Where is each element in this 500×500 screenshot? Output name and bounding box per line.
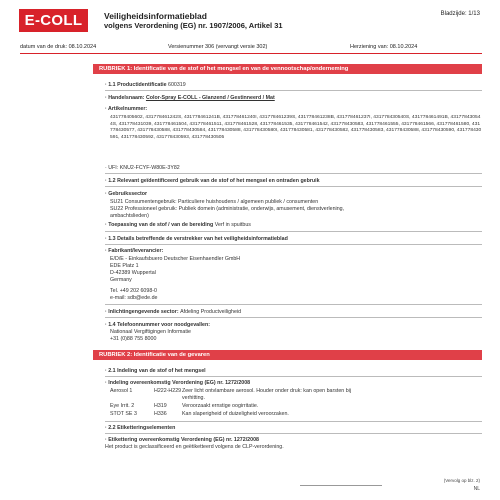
su22-line: SU22 Professioneel gebruik: Publiek domein (administratie, onderwijs, amusement, dienstverlening,: [110, 206, 345, 212]
emergency-line: Nationaal Vergiftigingen Informatie: [110, 329, 191, 335]
supplier-line: D-42389 Wuppertal: [110, 270, 156, 276]
header-divider: [20, 53, 482, 54]
info-sector: · Inlichtingengevende sector: Afdeling Productveiligheid: [105, 309, 242, 315]
labelling-text: Het product is geclassificeerd en geëtiketteerd volgens de CLP-verordening.: [105, 444, 284, 450]
document-title: Veiligheidsinformatieblad: [104, 11, 207, 21]
footer-divider: [300, 485, 382, 486]
su21-line: SU21 Consumentengebruik: Particuliere huishoudens / algemeen publiek / consumenten: [110, 199, 319, 205]
document-subtitle: volgens Verordening (EG) nr. 1907/2006, Artikel 31: [104, 21, 283, 30]
sector-label: · Gebruikssector: [105, 191, 148, 197]
sds-page: E-COLL Veiligheidsinformatieblad volgens Verordening (EG) nr. 1907/2006, Artikel 31 Bladzijde: 1/13 datum van de druk: 08.10.2024 Versienummer 306 (vervangt versie 302) Herziening van: 08.10.2024 RUBRIEK 1: Identificatie van de stof of het mengsel en van de vennootschap/onderneming · 1.1 Productidentificatie 600319 · Handelsnaam: Color-Spray E-COLL - Glanzend / Gestinneerd / Mat · Artikelnummer: 431778405602, 431778461242S, 431778461241B, 431778461240I, 431778461239S, 431778461238B, 431778461237I, 431778430540S, 431778461491B, 431778430544S, 431778431039, 431778461504, 431778461511, 431778461528, 431778461535, 431778461542, 431778430583, 431778461555, 431778461566, 431778461580, 431778430577, 431778430588, 431778430584, 431778430588, 431778430580I, 431778430581, 431778430582, 431778430583, 431778430588, 431778430590, 431778430591, 431778430592, 431778430593, 431778430505 · UFI: KNU2-FCYF-W80E-3Y82 · 1.2 Relevant geïdentificeerd gebruik van de stof of het mengsel en ontraden gebruik · Gebruikssector SU21 Consumentengebruik: Particuliere huishoudens / algemeen publiek / consumenten SU22 Professioneel gebruik: Publiek domein (administratie, onderwijs, amusement, dienstverlening, ambachtslieden) · Toepassing van de stof / van de bereiding Verf in spuitbus · 1.3 Details betreffende de verstrekker van het veiligheidsinformatieblad · Fabrikant/leverancier: E/D/E - Einkaufsbuero Deutscher Eisenhaendler GmbH EDE Platz 1 D-42389 Wuppertal Germany Tel. +49 202 6098-0 e-mail: sdb@ede.de · Inlichtingengevende sector: Afdeling Productveiligheid · 1.4 Telefoonnummer voor noodgevallen: Nationaal Vergiftigingen Informatie +31 (0)88 755 8000 RUBRIEK 2: Identificatie van de gevaren · 2.1 Indeling van de stof of het mengsel · Indeling overeenkomstig Verordening (EG) nr. 1272/2008 Aerosol 1 H222-H229 Zeer licht ontvlambare aerosol. Houder onder druk: kan open barsten bij verhitting. Eye Irrit. 2 H319 Veroorzaakt ernstige oogirritatie. STOT SE 3 H336 Kan slaperigheid of duizeligheid veroorzaken. · 2.2 Etiketteringselementen · Etikettering overeenkomstig Verordening (EG) nr. 1272/2008 Het product is geclassificeerd en geëtiketteerd volgens de CLP-verordening. (Vervolg op blz. 2) NL: [20, 11, 482, 492]
s21-heading: · 2.1 Indeling van de stof of het mengsel: [105, 368, 206, 374]
divider: [105, 304, 482, 305]
divider: [105, 317, 482, 318]
emergency-line: +31 (0)88 755 8000: [110, 336, 157, 342]
supplier-line: E/D/E - Einkaufsbuero Deutscher Eisenhaendler GmbH: [110, 256, 241, 262]
divider: [105, 231, 482, 232]
supplier-label: · Fabrikant/leverancier:: [105, 248, 164, 254]
trade-name: · Handelsnaam: Color-Spray E-COLL - Glanzend / Gestinneerd / Mat: [105, 95, 275, 101]
divider: [105, 90, 482, 91]
company-logo: E-COLL: [19, 9, 88, 32]
s13-heading: · 1.3 Details betreffende de verstrekker van het veiligheidsinformatieblad: [105, 236, 288, 242]
article-codes: 431778405602, 431778461242S, 431778461241B, 431778461240I, 431778461239S, 431778461238B, 431778461237I, 431778430540S, 431778461491B, 431778430544S, 431778431039, 431778461504, 431778461511, 431778461528, 431778461535, 431778461542, 431778430583, 431778461555, 431778461566, 431778461580, 431778430577, 431778430588, 431778430584, 431778430588, 431778430580I, 431778430581, 431778430582, 431778430583, 431778430588, 431778430590, 431778430591, 431778430592, 431778430593, 431778430505: [110, 115, 482, 141]
divider: [105, 173, 482, 174]
version-number: Versienummer 306 (vervangt versie 302): [168, 44, 268, 50]
labelling-heading: · Etikettering overeenkomstig Verordening (EG) nr. 1272/2008: [105, 437, 259, 443]
divider: [105, 421, 482, 422]
s22-heading: · 2.2 Etiketteringselementen: [105, 425, 176, 431]
telephone: Tel. +49 202 6098-0: [110, 288, 157, 294]
s11-heading: · 1.1 Productidentificatie 600319: [105, 82, 186, 88]
supplier-line: Germany: [110, 277, 132, 283]
divider: [105, 186, 482, 187]
language-mark: NL: [473, 486, 480, 492]
s12-heading: · 1.2 Relevant geïdentificeerd gebruik van de stof of het mengsel en ontraden gebruik: [105, 178, 320, 184]
divider: [105, 376, 482, 377]
continued-note: (Vervolg op blz. 2): [443, 478, 480, 483]
email-link[interactable]: e-mail: sdb@ede.de: [110, 295, 158, 301]
su22-line-2: ambachtslieden): [110, 213, 149, 219]
divider: [105, 433, 482, 434]
supplier-line: EDE Platz 1: [110, 263, 139, 269]
print-date: datum van de druk: 08.10.2024: [20, 44, 97, 50]
page-number: Bladzijde: 1/13: [440, 11, 480, 17]
ufi-code: · UFI: KNU2-FCYF-W80E-3Y82: [105, 165, 180, 171]
use-line: · Toepassing van de stof / van de bereiding Verf in spuitbus: [105, 222, 251, 228]
s14-heading: · 1.4 Telefoonnummer voor noodgevallen:: [105, 322, 210, 328]
classification-heading: · Indeling overeenkomstig Verordening (EG) nr. 1272/2008: [105, 380, 251, 386]
section2-banner: RUBRIEK 2: Identificatie van de gevaren: [93, 350, 482, 360]
article-label: · Artikelnummer:: [105, 106, 148, 112]
revision-date: Herziening van: 08.10.2024: [350, 44, 418, 50]
section1-banner: RUBRIEK 1: Identificatie van de stof of het mengsel en van de vennootschap/onderneming: [93, 64, 482, 74]
divider: [105, 244, 482, 245]
